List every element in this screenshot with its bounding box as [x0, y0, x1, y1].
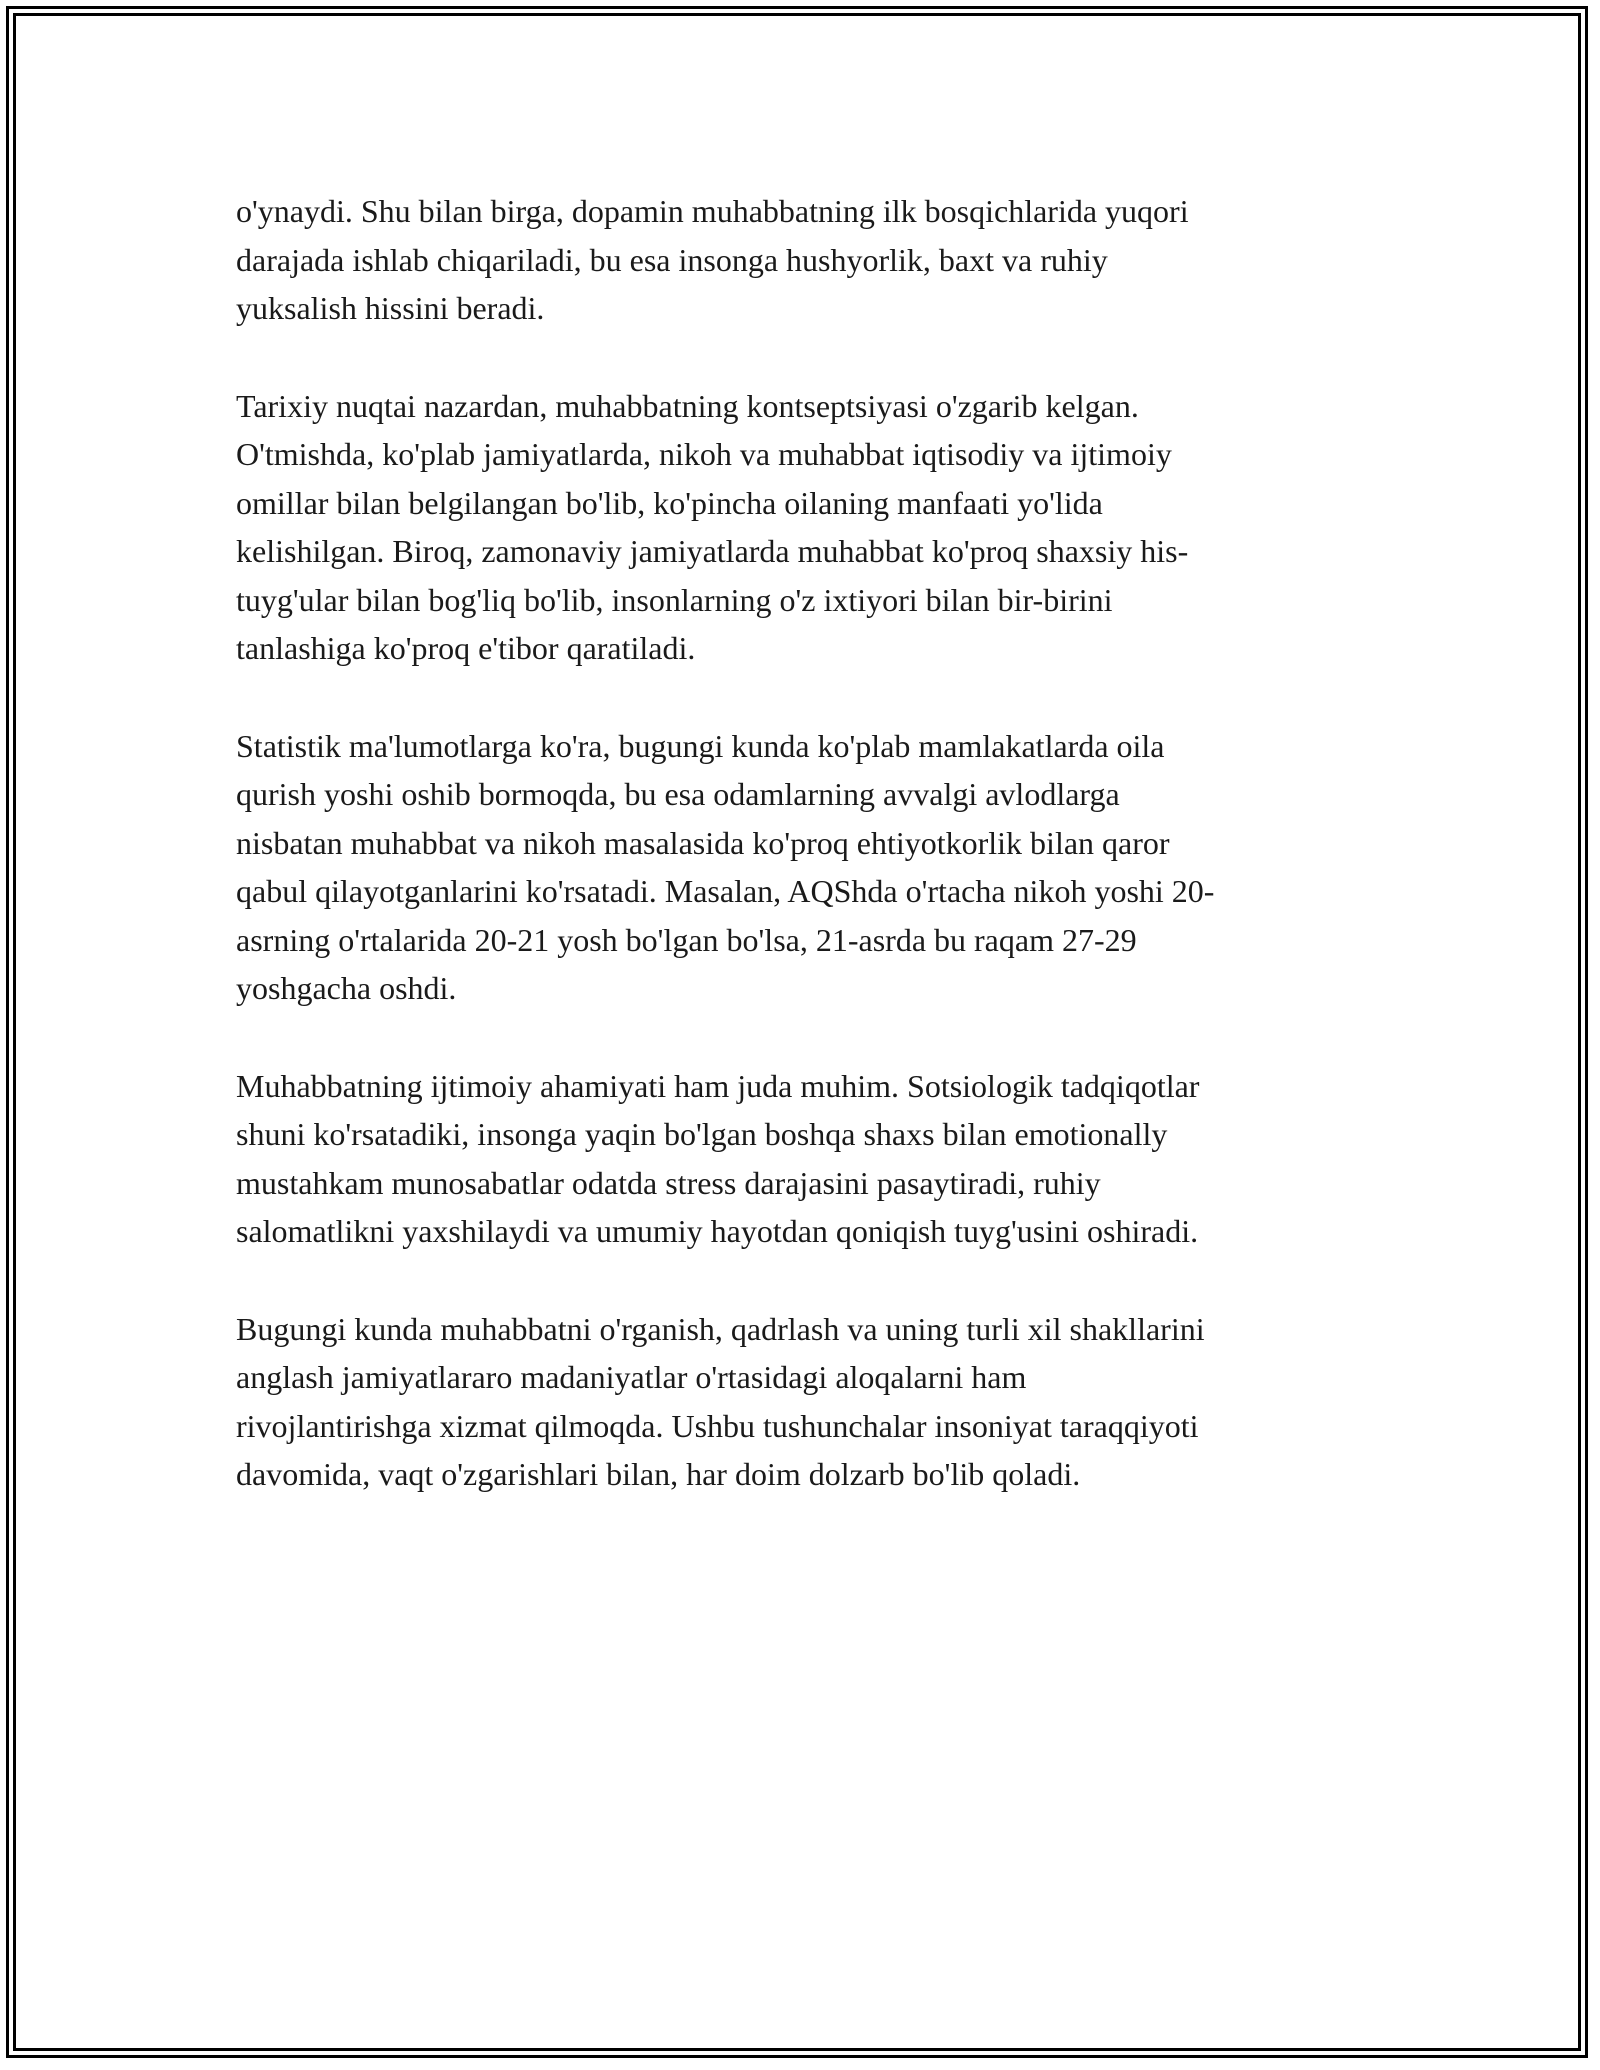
paragraph: Muhabbatning ijtimoiy ahamiyati ham juda muhim. Sotsiologik tadqiqotlar shuni ko'rsatadiki, insonga yaqin bo'lgan boshqa shaxs bilan emotionally mustahkam munosabatlar odatda stress darajasini pasaytiradi, ruhiy salomatlikni yaxshilaydi va umumiy hayotdan qoniqish tuyg'usini oshiradi. — [236, 1067, 1200, 1249]
paragraph: o'ynaydi. Shu bilan birga, dopamin muhabbatning ilk bosqichlarida yuqori darajada ishlab chiqariladi, bu esa insonga hushyorlik, baxt va ruhiy yuksalish hissini beradi. — [236, 193, 1189, 326]
document-body — [236, 187, 1376, 1548]
paragraph: Statistik ma'lumotlarga ko'ra, bugungi kunda ko'plab mamlakatlarda oila qurish yoshi oshib bormoqda, bu esa odamlarning avvalgi avlodlarga nisbatan muhabbat va nikoh masalasida ko'proq ehtiyotkorlik bilan qaror qabul qilayotganlarini ko'rsatadi. Masalan, AQShda o'rtacha nikoh yoshi 20- asrning o'rtalarida 20-21 yosh bo'lgan bo'lsa, 21-asrda bu raqam 27-29 yoshgacha oshdi. — [236, 727, 1215, 1006]
paragraph: Bugungi kunda muhabbatni o'rganish, qadrlash va uning turli xil shakllarini anglash jamiyatlararo madaniyatlar o'rtasidagi aloqalarni ham rivojlantirishga xizmat qilmoqda. Ushbu tushunchalar insoniyat taraqqiyoti davomida, vaqt o'zgarishlari bilan, har doim dolzarb bo'lib qoladi. — [236, 1310, 1205, 1492]
paragraph: Tarixiy nuqtai nazardan, muhabbatning kontseptsiyasi o'zgarib kelgan. O'tmishda, ko'plab jamiyatlarda, nikoh va muhabbat iqtisodiy va ijtimoiy omillar bilan belgilangan bo'lib, ko'pincha oilaning manfaati yo'lida kelishilgan. Biroq, zamonaviy jamiyatlarda muhabbat ko'proq shaxsiy his- tuyg'ular bilan bog'liq bo'lib, insonlarning o'z ixtiyori bilan bir-birini tanlashiga ko'proq e'tibor qaratiladi. — [236, 387, 1189, 666]
